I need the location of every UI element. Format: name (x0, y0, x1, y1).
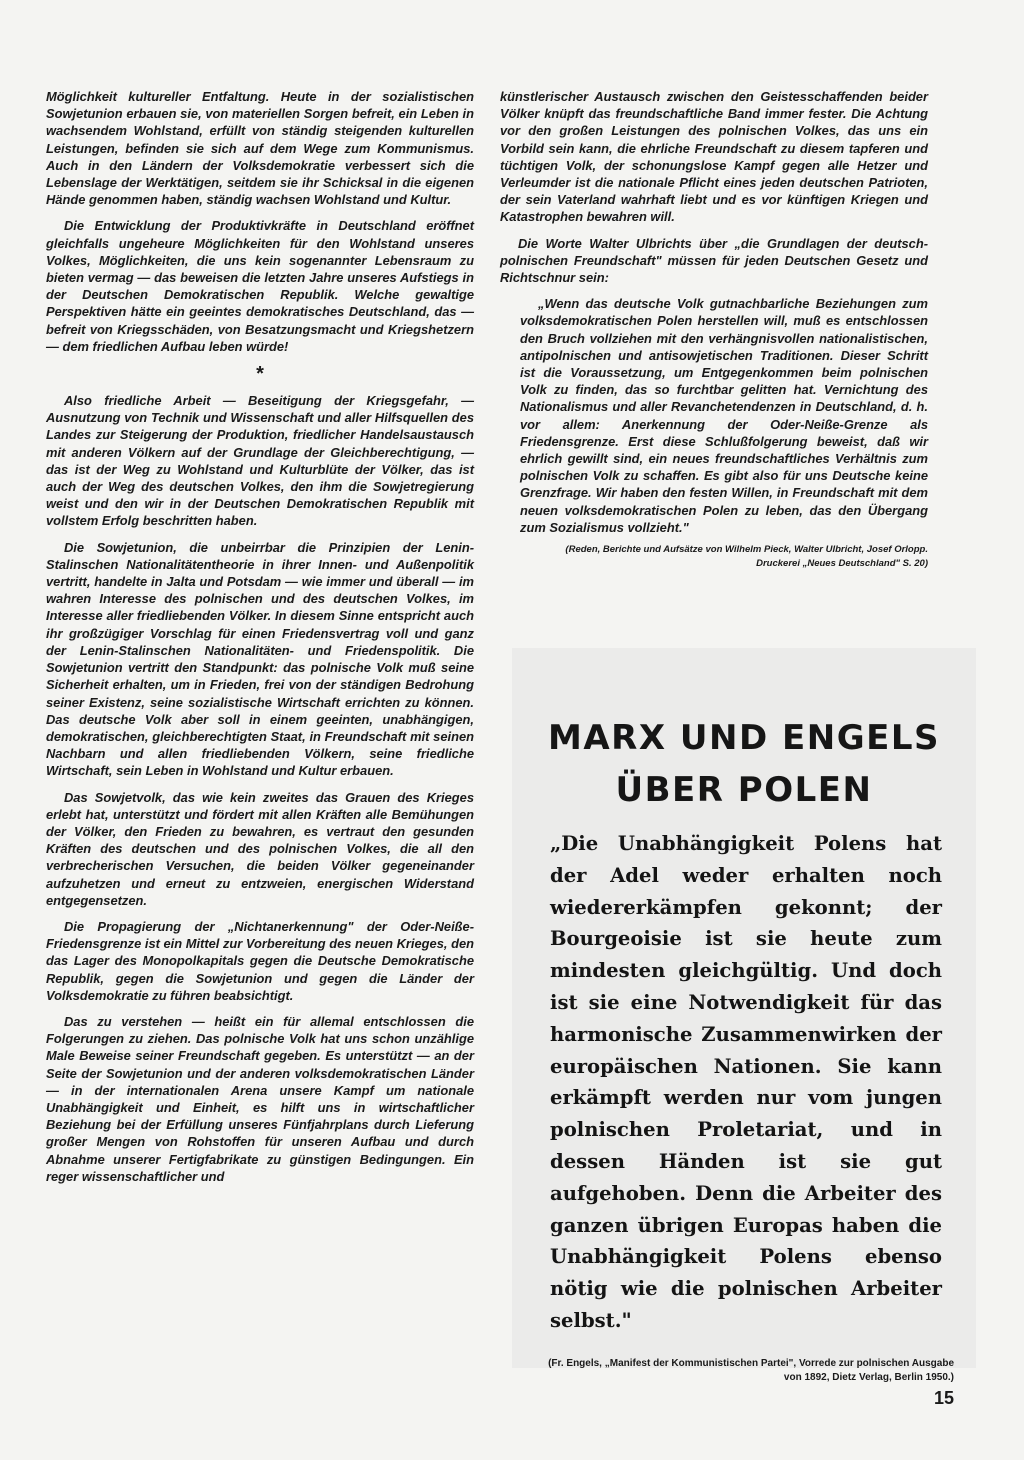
paragraph: Möglichkeit kultureller Entfaltung. Heute in der sozialistischen Sowjetunion erbauen sie, von materiellen Sorgen befreit, ein Leben in wachsendem Wohlstand, erfüllt von ständig steigenden kulturellen Leistungen, befinden sie sich auf dem Wege zum Kommunismus. Auch in den Ländern der Volksdemokratie verbessert sich die Lebenslage der Werktätigen, seitdem sie ihr Schicksal in die eigenen Hände genommen haben, ständig wachsen Wohlstand und Kultur. (46, 89, 474, 208)
paragraph: Die Sowjetunion, die unbeirrbar die Prinzipien der Lenin-Stalinschen Nationalitätentheorie in ihrer Innen- und Außenpolitik vertritt, handelte in Jalta und Potsdam — wie immer und überall — im wahren Interesse des polnischen und des deutschen Volkes, im Interesse aller friedliebenden Völker. In diesem Sinne entspricht auch ihr großzügiger Vorschlag für einen Friedensvertrag voll und ganz der Lenin-Stalinschen Nationalitäten- und Friedenspolitik. Die Sowjetunion vertritt den Standpunkt: das polnische Volk muß seine Sicherheit erhalten, um in Frieden, frei von der ständigen Bedrohung seiner Existenz, seine sozialistische Wirtschaft errichten zu können. Das deutsche Volk aber soll in einem geeinten, unabhängigen, demokratischen, gleichberechtigten Staat, in Freundschaft mit seinen Nachbarn und allen friedliebenden Völkern, seine friedliche Wirtschaft, sein Leben in Wohlstand und Kultur erbauen. (46, 539, 474, 779)
quote-text: „Wenn das deutsche Volk gutnachbarliche Beziehungen zum volksdemokratischen Polen herstellen will, muß es entschlossen den Bruch vollziehen mit den verhängnisvollen nationalistischen, antipolnischen und antisowjetischen Traditionen. Dieser Schritt ist die Voraussetzung, um Entgegenkommen beim polnischen Volk zu finden, das so furchtbar gelitten hat. Vernichtung des Nationalismus und aller Revanchetendenzen in Deutschland, d. h. vor allem: Anerkennung der Oder-Neiße-Grenze als Friedensgrenze. Erst diese Schlußfolgerung beweist, daß wir ehrlich gewillt sind, ein neues freundschaftliches Verhältnis zum polnischen Volk zu schaffen. Es gibt also für uns Deutsche keine Grenzfrage. Wir haben den festen Willen, in Freundschaft mit dem neuen volksdemokratischen Polen zu leben, das den Übergang zum Sozialismus vollzieht." (520, 296, 928, 535)
paragraph: Also friedliche Arbeit — Beseitigung der Kriegsgefahr, — Ausnutzung von Technik und Wissenschaft und aller Hilfsquellen des Landes zur Steigerung der Produktion, friedlicher Handelsaustausch mit anderen Völkern auf der Grundlage der Gleichberechtigung, — das ist der Weg zu Wohlstand und Kulturblüte der Völker, das ist auch der Weg des deutschen Volkes, den ihm die Sowjetregierung weist und den wir in der Deutschen Demokratischen Republik mit vollstem Erfolg beschritten haben. (46, 393, 474, 529)
paragraph: Die Entwicklung der Produktivkräfte in Deutschland eröffnet gleichfalls ungeheure Möglichkeiten für den Wohlstand unseres Volkes, Möglichkeiten, die uns kein sogenannter Lebensraum zu bieten vermag — das beweisen die letzten Jahre unseres Aufstiegs in der Deutschen Demokratischen Republik. Welche gewaltige Perspektiven hätte ein geeintes demokratisches Deutschland, das — befreit von Kriegsschäden, von Besatzungsmacht und Kriegshetzern — dem friedlichen Aufbau leben würde! (46, 218, 474, 354)
paragraph: Die Propagierung der „Nichtanerkennung" der Oder-Neiße-Friedensgrenze ist ein Mittel zur Vorbereitung des neuen Krieges, den das Lager des Monopolkapitals gegen die Deutsche Demokratische Republik, gegen die Sowjetunion und gegen die Länder der Volksdemokratie zu führen beabsichtigt. (46, 918, 474, 1003)
section-separator: * (256, 363, 264, 386)
ulbricht-quote (500, 295, 928, 571)
paragraph: Das zu verstehen — heißt ein für allemal entschlossen die Folgerungen zu ziehen. Das polnische Volk hat uns schon unzählige Male Beweise seiner Freundschaft gegeben. Es unterstützt — an der Seite der Sowjetunion und der anderen volksdemokratischen Länder — in der internationalen Arena unsere Kampf um nationale Unabhängigkeit und Einheit, es hilft uns in wirtschaftlicher Beziehung bei der Erfüllung unseres Fünfjahrplans durch Lieferung großer Mengen von Rohstoffen für unseren Aufbau und durch Abnahme unserer Fertigfabrikate zu günstigen Bedingungen. Ein reger wissenschaftlicher und (46, 1013, 474, 1184)
marx-engels-box (512, 648, 976, 1383)
box-title-line1: MARX UND ENGELS (548, 718, 940, 758)
quote-source: (Reden, Berichte und Aufsätze von Wilhelm Pieck, Walter Ulbricht, Josef Orlopp. Druckerei „Neues Deutschland" S. 20) (565, 544, 928, 570)
paragraph: Das Sowjetvolk, das wie kein zweites das Grauen des Krieges erlebt hat, unterstützt und fördert mit allen Kräften alle Bemühungen der Völker, den Frieden zu bewahren, es vertraut den gesunden Kräften des deutschen und des polnischen Volkes, die all den verbrecherischen Versuchen, die beiden Völker gegeneinander aufzuhetzen und erneut zu entzweien, energischen Widerstand entgegensetzen. (46, 789, 474, 908)
right-column (500, 88, 928, 571)
page-number: 15 (934, 1388, 955, 1408)
box-title-line2: ÜBER POLEN (615, 770, 873, 810)
paragraph: Die Worte Walter Ulbrichts über „die Grundlagen der deutsch-polnischen Freundschaft" müssen für jeden Deutschen Gesetz und Richtschnur sein: (500, 235, 928, 286)
left-column (46, 88, 474, 1194)
paragraph: künstlerischer Austausch zwischen den Geistesschaffenden beider Völker knüpft das freundschaftliche Band immer fester. Die Achtung vor den großen Leistungen des polnischen Volkes, das uns ein Vorbild sein kann, die ehrliche Freundschaft zu diesem tapferen und tüchtigen Volk, der schonungslose Kampf gegen alle Hetzer und Verleumder ist die nationale Pflicht eines jeden deutschen Patrioten, der sein Vaterland wahrhaft liebt und es vor künftigen Kriegen und Katastrophen bewahren will. (500, 89, 928, 225)
engels-quote-source: (Fr. Engels, „Manifest der Kommunistischen Partei", Vorrede zur polnischen Ausgabe von 1892, Dietz Verlag, Berlin 1950.) (548, 1357, 954, 1383)
engels-quote: „Die Unabhängigkeit Polens hat der Adel weder erhalten noch wiedererkämpfen gekonnt; der Bourgeoisie ist sie heute zum mindesten gleichgültig. Und doch ist sie eine Notwendigkeit für das harmonische Zusammenwirken der europäischen Nationen. Sie kann erkämpft werden nur vom jungen polnischen Proletariat, und in dessen Händen ist sie gut aufgehoben. Denn die Arbeiter des ganzen übrigen Europas haben die Unabhängigkeit Polens ebenso nötig wie die polnischen Arbeiter selbst." (550, 832, 942, 1332)
